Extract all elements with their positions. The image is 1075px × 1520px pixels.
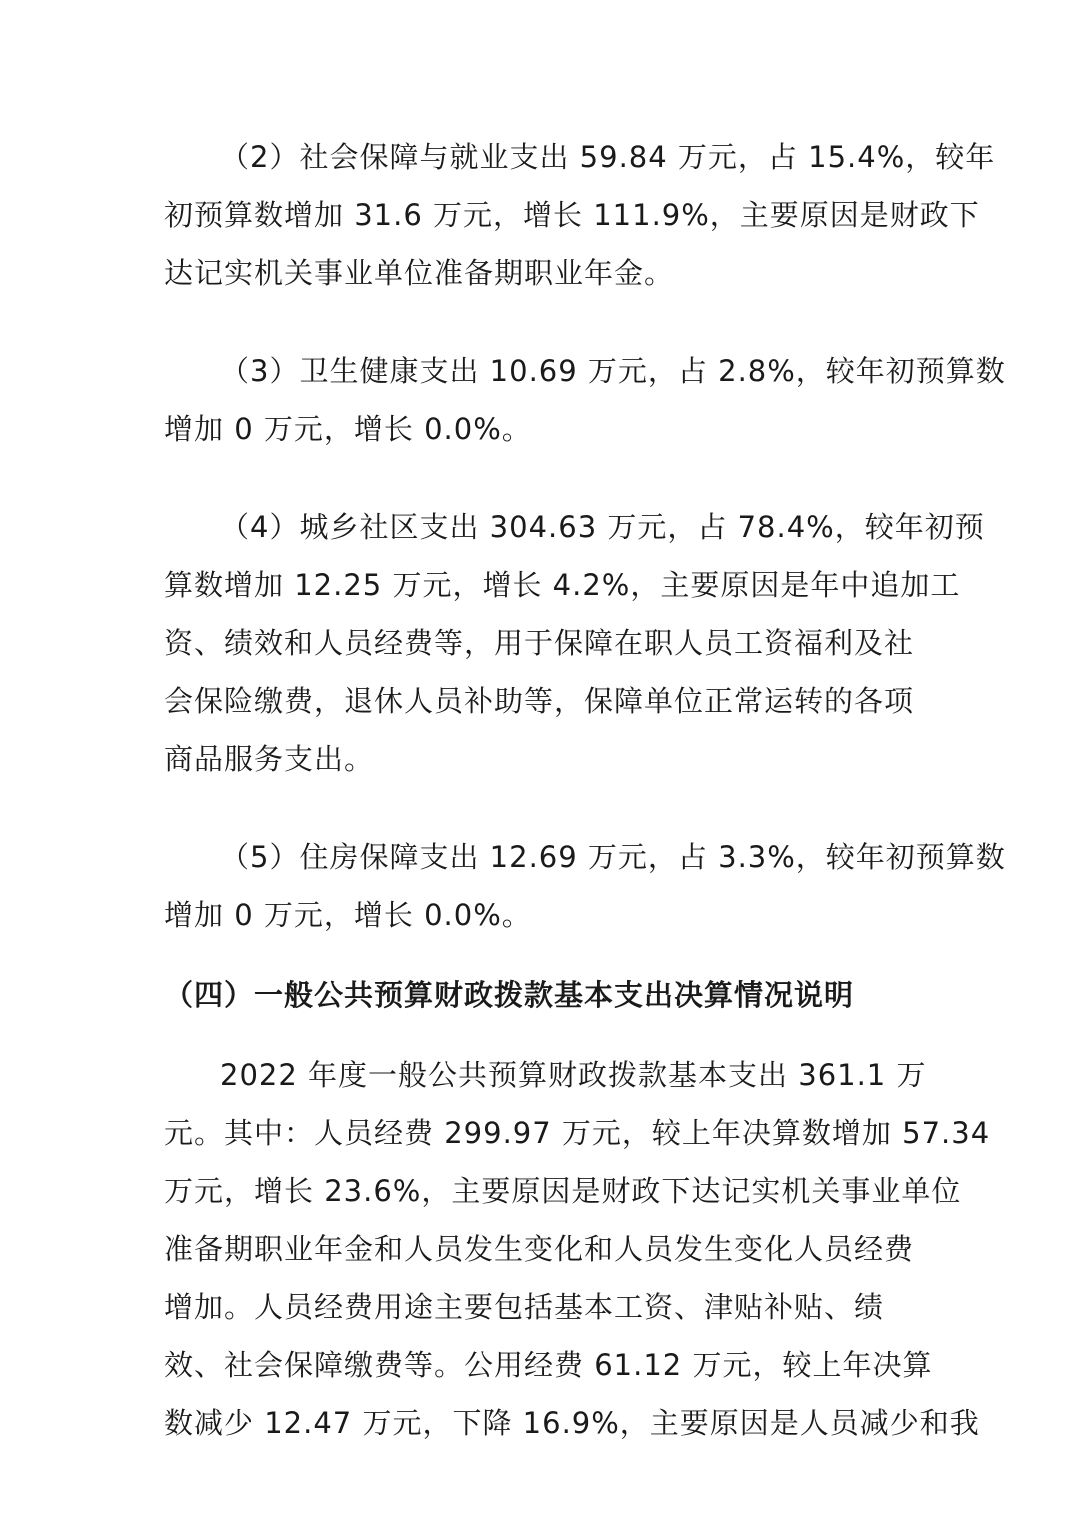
document-body: [164, 128, 1006, 1452]
text-line: 准备期职业年金和人员发生变化和人员发生变化人员经费: [164, 1232, 915, 1266]
text-line: （3）卫生健康支出 10.69 万元，占 2.8%，较年初预算数: [220, 354, 1006, 388]
paragraph-urban-rural: [164, 498, 985, 788]
text-line: （5）住房保障支出 12.69 万元，占 3.3%，较年初预算数: [220, 840, 1006, 874]
text-line: 初预算数增加 31.6 万元，增长 111.9%，主要原因是财政下: [164, 198, 980, 232]
text-line: 资、绩效和人员经费等，用于保障在职人员工资福利及社: [164, 626, 915, 660]
text-line: 2022 年度一般公共预算财政拨款基本支出 361.1 万: [220, 1058, 927, 1092]
text-line: 数减少 12.47 万元，下降 16.9%，主要原因是人员减少和我: [164, 1406, 980, 1440]
paragraph-gap: [164, 788, 914, 828]
paragraph-housing: [164, 828, 1006, 944]
paragraph-health: [164, 342, 1006, 458]
text-line: 会保险缴费，退休人员补助等，保障单位正常运转的各项: [164, 684, 915, 718]
text-line: 算数增加 12.25 万元，增长 4.2%，主要原因是年中追加工: [164, 568, 961, 602]
text-line: 达记实机关事业单位准备期职业年金。: [164, 256, 675, 290]
paragraph-social-security: [164, 128, 996, 302]
text-line: （4）城乡社区支出 304.63 万元，占 78.4%，较年初预: [220, 510, 985, 544]
text-line: 商品服务支出。: [164, 742, 375, 776]
text-line: 万元，增长 23.6%，主要原因是财政下达记实机关事业单位: [164, 1174, 962, 1208]
text-line: （2）社会保障与就业支出 59.84 万元，占 15.4%，较年: [220, 140, 996, 174]
text-line: 增加 0 万元，增长 0.0%。: [164, 898, 532, 932]
section-heading: （四）一般公共预算财政拨款基本支出决算情况说明: [164, 978, 855, 1012]
text-line: 元。其中：人员经费 299.97 万元，较上年决算数增加 57.34: [164, 1116, 991, 1150]
paragraph-gap: [164, 944, 914, 966]
paragraph-gap: [164, 302, 914, 342]
paragraph-basic-expenditure: [164, 1046, 991, 1452]
text-line: 效、社会保障缴费等。公用经费 61.12 万元，较上年决算: [164, 1348, 933, 1382]
paragraph-gap: [164, 1024, 914, 1046]
text-line: 增加。人员经费用途主要包括基本工资、津贴补贴、绩: [164, 1290, 885, 1324]
text-line: 增加 0 万元，增长 0.0%。: [164, 412, 532, 446]
paragraph-gap: [164, 458, 914, 498]
